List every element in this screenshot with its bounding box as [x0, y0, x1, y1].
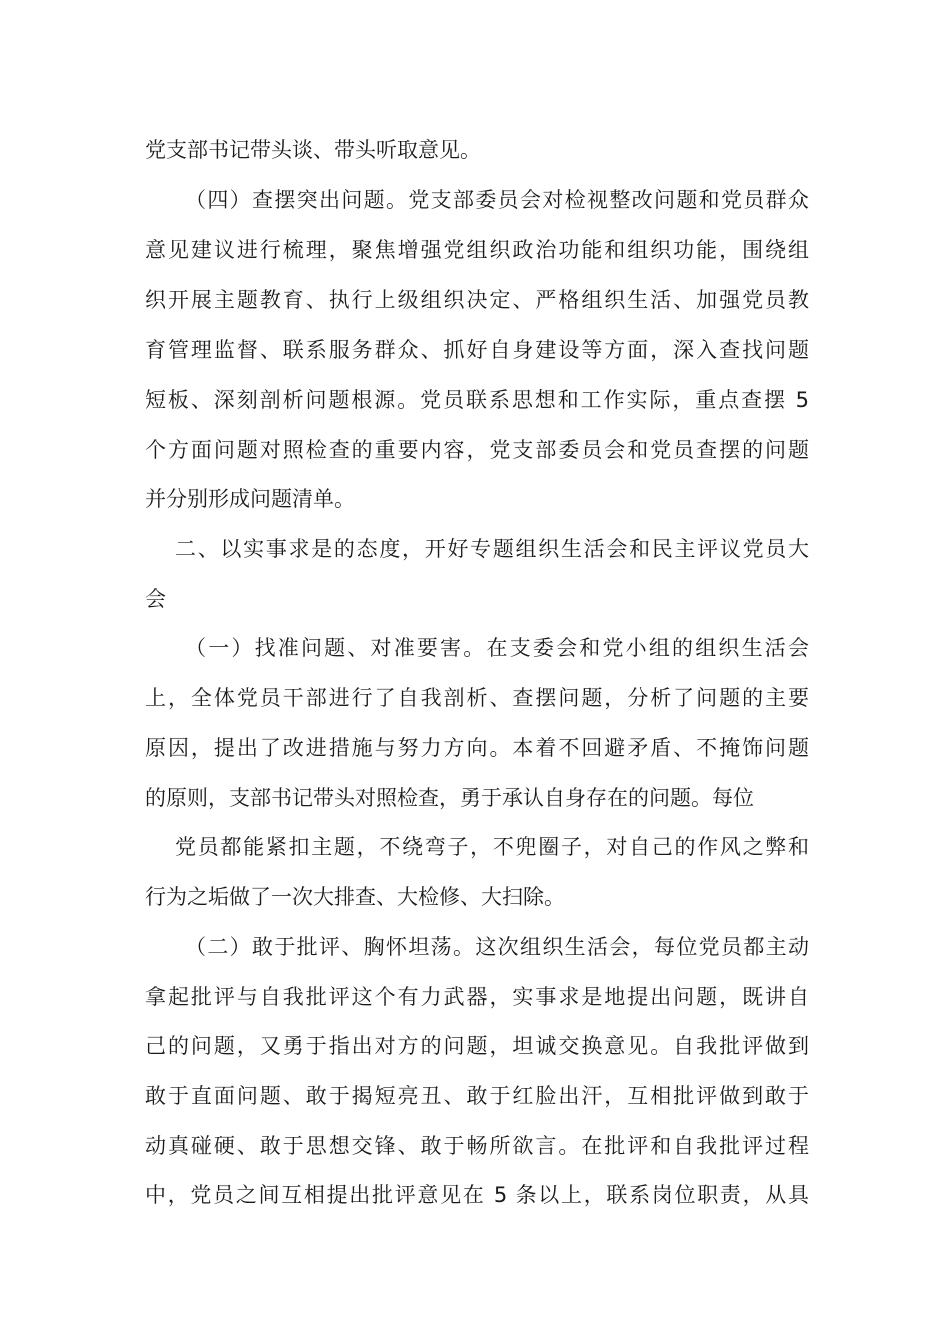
text-line-8: 并分别形成问题清单。 — [145, 487, 355, 511]
text-line-15: 党员都能紧扣主题，不绕弯子，不兜圈子，对自己的作风之弊和 — [175, 835, 809, 859]
text-line-14: 的原则，支部书记带头对照检查，勇于承认自身存在的问题。每位 — [145, 786, 754, 810]
text-line-4: 织开展主题教育、执行上级组织决定、严格组织生活、加强党员教 — [145, 288, 809, 312]
text-line-2: （四）查摆突出问题。党支部委员会对检视整改问题和党员群众 — [185, 188, 809, 212]
text-line-22: 中，党员之间互相提出批评意见在 5 条以上，联系岗位职责，从具 — [145, 1183, 809, 1207]
text-line-16: 行为之垢做了一次大排查、大检修、大扫除。 — [145, 885, 565, 909]
section-heading-line-1: 二、以实事求是的态度，开好专题组织生活会和民主评议党员大 — [175, 537, 809, 561]
text-line-6: 短板、深刻剖析问题根源。党员联系思想和工作实际，重点查摆 5 — [145, 388, 809, 412]
text-line-12: 上，全体党员干部进行了自我剖析、查摆问题，分析了问题的主要 — [145, 686, 809, 710]
text-line-3: 意见建议进行梳理，聚焦增强党组织政治功能和组织功能，围绕组 — [145, 238, 809, 262]
text-line-20: 敢于直面问题、敢于揭短亮丑、敢于红脸出汗，互相批评做到敢于 — [145, 1084, 809, 1108]
section-heading-line-2: 会 — [145, 587, 166, 611]
text-line-1: 党支部书记带头谈、带头听取意见。 — [145, 138, 481, 162]
text-line-13: 原因，提出了改进措施与努力方向。本着不回避矛盾、不掩饰问题 — [145, 736, 809, 760]
text-line-21: 动真碰硬、敢于思想交锋、敢于畅所欲言。在批评和自我批评过程 — [145, 1134, 809, 1158]
text-line-19: 己的问题，又勇于指出对方的问题，坦诚交换意见。自我批评做到 — [145, 1034, 809, 1058]
text-line-11: （一）找准问题、对准要害。在支委会和党小组的组织生活会 — [185, 636, 809, 660]
text-line-17: （二）敢于批评、胸怀坦荡。这次组织生活会，每位党员都主动 — [185, 935, 809, 959]
text-line-7: 个方面问题对照检查的重要内容，党支部委员会和党员查摆的问题 — [145, 438, 809, 462]
text-line-5: 育管理监督、联系服务群众、抓好自身建设等方面，深入查找问题 — [145, 338, 809, 362]
text-line-18: 拿起批评与自我批评这个有力武器，实事求是地提出问题，既讲自 — [145, 985, 809, 1009]
